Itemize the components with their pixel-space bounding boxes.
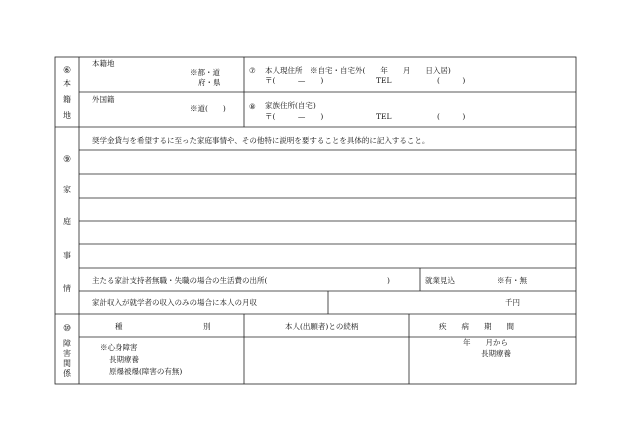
family-address-tel-label: TEL: [376, 112, 392, 121]
address-number: ⑦: [249, 66, 256, 75]
col-illness-period: 疾 病 期 間: [439, 322, 514, 331]
section-6-number: ⑥: [62, 66, 72, 76]
col-relation: 本人(出願者)との続柄: [285, 322, 359, 331]
section-10-label-char: 障: [63, 339, 71, 348]
section-10-label-char: 係: [63, 369, 71, 378]
section-6-label-char: 地: [63, 111, 71, 120]
section-10-number: ⑩: [62, 324, 72, 334]
support-source-close: ): [387, 276, 390, 285]
family-instruction: 奨学金貸与を希望するに至った家庭事情や、その他特に説明を要することを具体的に記入すること。: [92, 136, 430, 145]
family-address-tel-paren: ( ): [437, 112, 466, 121]
family-address-title: 家族住所(自宅): [265, 101, 316, 110]
type-option-long-care: 長期療養: [109, 355, 139, 364]
section-9-label-char: 情: [63, 284, 71, 293]
address-tel-paren: ( ): [437, 76, 466, 85]
honseki-prefecture-line1: ※都・道: [190, 68, 220, 77]
address-tel-label: TEL: [376, 76, 392, 85]
address-postal: 〒( — ): [265, 76, 324, 85]
section-9-label-char: 庭: [63, 217, 71, 226]
foreign-nationality-label: 外国籍: [92, 95, 115, 104]
section-10-label-char: 関: [63, 359, 71, 368]
section-6-label-char: 本: [63, 79, 71, 88]
section-9-number: ⑨: [62, 155, 72, 165]
foreign-country-field: ※道( ): [190, 104, 226, 113]
support-source-label: 主たる家計支持者無職・失職の場合の生活費の出所(: [92, 276, 268, 285]
family-address-number: ⑧: [249, 102, 256, 111]
employment-label: 就業見込: [425, 276, 455, 285]
honseki-label: 本籍地: [92, 59, 115, 68]
col-type-left: 種: [115, 322, 123, 331]
employment-options: ※有・無: [497, 276, 527, 285]
section-9-label-char: 事: [63, 251, 71, 260]
address-title: 本人現住所 ※自宅・自宅外( 年 月 日入居): [265, 66, 451, 75]
section-6-label-char: 籍: [63, 95, 71, 104]
section-9-label-char: 家: [63, 185, 71, 194]
period-long-care: 長期療養: [481, 349, 511, 358]
period-from: 年 月から: [463, 338, 508, 347]
income-unit: 千円: [505, 298, 520, 307]
section-10-label-char: 害: [63, 349, 71, 358]
family-address-postal: 〒( — ): [265, 112, 324, 121]
income-question: 家計収入が就学者の収入のみの場合に本人の月収: [92, 298, 257, 307]
honseki-prefecture-line2: 府・県: [198, 78, 221, 87]
type-option-atomic: 原爆被爆(障害の有無): [109, 367, 183, 376]
col-type-right: 別: [203, 322, 211, 331]
type-option-disability: ※心身障害: [100, 343, 138, 352]
